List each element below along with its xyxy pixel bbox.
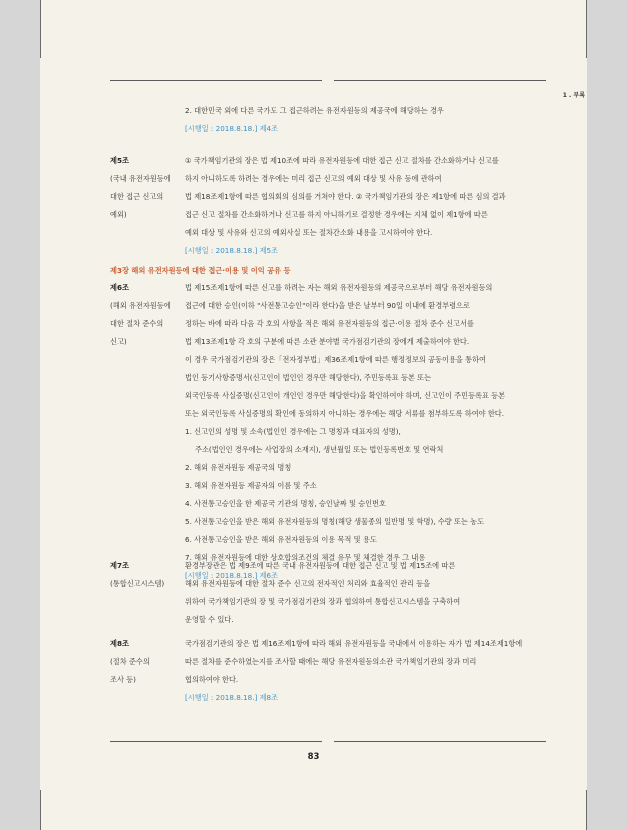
amendment-note: [시행일 : 2018.8.18.] 제8조 — [185, 693, 279, 702]
amendment-note: [시행일 : 2018.8.18.] 제6조 — [185, 571, 279, 580]
article-title: 예외) — [110, 210, 127, 219]
crop-mark — [586, 0, 587, 58]
text-line: 해외 유전자원등에 대한 절차 준수 신고의 전자적인 처리와 효율적인 관리 등을 — [185, 579, 431, 588]
text-line: 환경부장관은 법 제9조에 따른 국내 유전자원등에 대한 접근 신고 및 법 제15조에 따른 — [185, 561, 456, 570]
list-item: 5. 사전통고승인을 받은 해외 유전자원등의 명칭(해당 생물종의 일반명 및 학명), 수량 또는 농도 — [185, 517, 485, 526]
article-title: 대한 절차 준수의 — [110, 319, 164, 328]
article-label-5 — [110, 152, 171, 224]
text-line: 법인 등기사항증명서(신고인이 법인인 경우만 해당한다), 주민등록표 등본 또는 — [185, 373, 432, 382]
article-title: (통합신고시스템) — [110, 579, 165, 588]
list-item: 2. 대한민국 외에 다른 국가도 그 접근하려는 유전자원등의 제공국에 해당하는 경우 — [185, 106, 444, 115]
article-label-6 — [110, 279, 171, 351]
crop-mark — [40, 0, 41, 58]
article-title: 대한 접근 신고의 — [110, 192, 164, 201]
text-line: 예외 대상 및 사유와 신고의 예외사실 또는 절차간소화 내용을 고시하여야 한다. — [185, 228, 433, 237]
header-rule-left — [110, 80, 322, 81]
article-title: 조사 등) — [110, 675, 136, 684]
text-line: 법 제15조제1항에 따른 신고를 하려는 자는 해외 유전자원등의 제공국으로부터 해당 유전자원등의 — [185, 283, 493, 292]
footer-rule-right — [334, 741, 546, 742]
breadcrumb: 1 . 부록 — [562, 92, 585, 99]
text-line: 협의하여야 한다. — [185, 675, 239, 684]
article-body-5 — [185, 152, 506, 260]
article-number: 제7조 — [110, 561, 129, 570]
page-number: 83 — [307, 752, 320, 762]
article-title: (국내 유전자원등에 — [110, 174, 171, 183]
article-body-8 — [185, 635, 522, 707]
crop-mark — [40, 790, 41, 830]
text-line: 법 제18조제1항에 따른 협의회의 심의를 거쳐야 한다. ② 국가책임기관의 장은 제1항에 따른 심의 결과 — [185, 192, 506, 201]
text-line: 운영할 수 있다. — [185, 615, 234, 624]
text-line: 법 제13조제1항 각 호의 구분에 따른 소관 분야별 국가점검기관의 장에게 제출하여야 한다. — [185, 337, 470, 346]
text-line: 위하여 국가책임기관의 장 및 국가점검기관의 장과 협의하여 통합신고시스템을 구축하여 — [185, 597, 461, 606]
text-line: 하지 아니하도록 하려는 경우에는 미리 접근 신고의 예외 대상 및 사유 등에 관하여 — [185, 174, 442, 183]
article-title: 신고) — [110, 337, 127, 346]
text-line: ① 국가책임기관의 장은 법 제10조에 따라 유전자원등에 대한 접근 신고 절차를 간소화하거나 신고를 — [185, 156, 499, 165]
article-title: (해외 유전자원등에 — [110, 301, 171, 310]
article-number: 제6조 — [110, 283, 129, 292]
list-item: 1. 신고인의 성명 및 소속(법인인 경우에는 그 명칭과 대표자의 성명), — [185, 427, 401, 436]
list-item: 2. 해외 유전자원등 제공국의 명칭 — [185, 463, 292, 472]
article-label-7 — [110, 557, 164, 593]
text-line: 이 경우 국가점검기관의 장은「전자정부법」제36조제1항에 따른 행정정보의 공동이용을 통하여 — [185, 355, 486, 364]
article-title: (절차 준수의 — [110, 657, 150, 666]
list-item: 4. 사전통고승인을 한 제공국 기관의 명칭, 승인날짜 및 승인번호 — [185, 499, 387, 508]
article-number: 제8조 — [110, 639, 129, 648]
text-line: 정하는 바에 따라 다음 각 호의 사항을 적은 해외 유전자원등의 접근·이용 절차 준수 신고서를 — [185, 319, 474, 328]
amendment-note: [시행일 : 2018.8.18.] 제5조 — [185, 246, 279, 255]
text-line: 또는 외국인등록 사실증명의 확인에 동의하지 아니하는 경우에는 해당 서류를 첨부하도록 하여야 한다. — [185, 409, 505, 418]
article-body-6 — [185, 279, 505, 585]
list-item: 3. 해외 유전자원등 제공자의 이름 및 주소 — [185, 481, 317, 490]
text-line: 따른 절차를 준수하였는지를 조사할 때에는 해당 유전자원등의소관 국가책임기관의 장과 미리 — [185, 657, 477, 666]
article-number: 제5조 — [110, 156, 129, 165]
footer-rule-left — [110, 741, 322, 742]
list-item: 6. 사전통고승인을 받은 해외 유전자원등의 이용 목적 및 용도 — [185, 535, 377, 544]
header-rule-right — [334, 80, 546, 81]
text-line: 접근 신고 절차를 간소화하거나 신고를 하지 아니하기로 결정한 경우에는 지체 없이 제1항에 따른 — [185, 210, 488, 219]
list-item-continuation: 주소(법인인 경우에는 사업장의 소재지), 생년월일 또는 법인등록번호 및 연락처 — [195, 445, 444, 454]
chapter-heading: 제3장 해외 유전자원등에 대한 접근·이용 및 이익 공유 등 — [110, 266, 291, 275]
text-line: 외국인등록 사실증명(신고인이 개인인 경우만 해당한다)을 확인하여야 하며, 신고인이 주민등록표 등본 — [185, 391, 506, 400]
article-label-8 — [110, 635, 150, 689]
crop-mark — [586, 790, 587, 830]
article-body-7 — [185, 557, 460, 629]
list-item: 7. 해외 유전자원등에 대한 상호합의조건의 체결 유무 및 체결한 경우 그 내용 — [185, 553, 426, 562]
text-line: 국가점검기관의 장은 법 제16조제1항에 따라 해외 유전자원등을 국내에서 이용하는 자가 법 제14조제1항에 — [185, 639, 523, 648]
amendment-note: [시행일 : 2018.8.18.] 제4조 — [185, 124, 279, 133]
text-line: 접근에 대한 승인(이하 "사전통고승인"이라 한다)을 받은 날부터 90일 이내에 환경부령으로 — [185, 301, 470, 310]
